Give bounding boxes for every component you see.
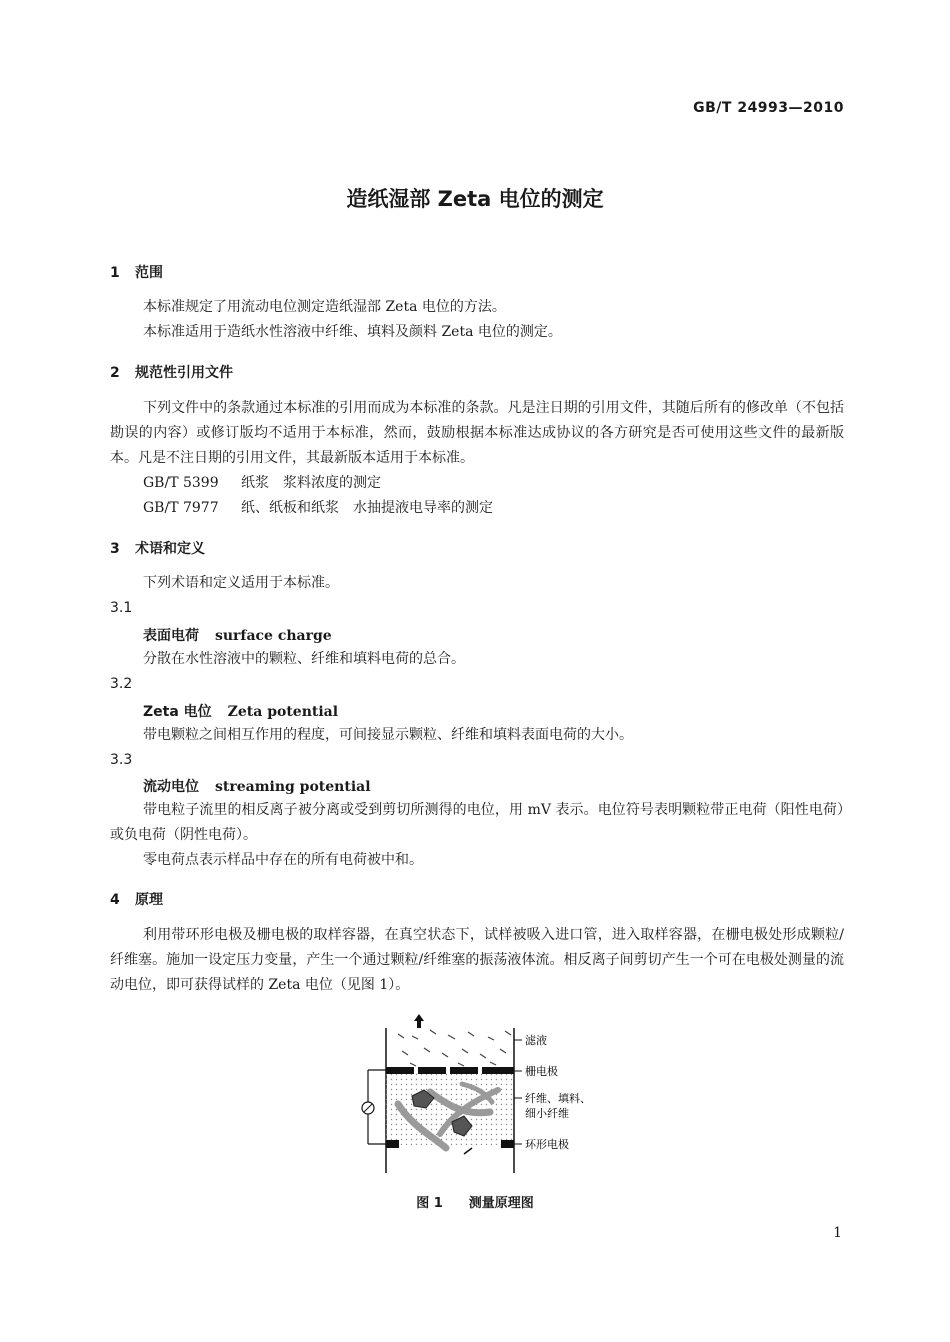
- term-2-number: 3.2: [110, 676, 133, 692]
- term-1-zh: 表面电荷: [143, 628, 199, 644]
- section-1-number: 1: [110, 265, 120, 281]
- section-4-paragraph: [110, 923, 844, 998]
- standard-code: GB/T 24993—2010: [693, 100, 844, 116]
- page-number: 1: [833, 1225, 842, 1241]
- section-4-heading: [110, 889, 163, 909]
- label-grid-electrode: 栅电极: [525, 1065, 558, 1078]
- term-3-definition-1: 带电粒子流里的相反离子被分离或受到剪切所测得的电位，用 mV 表示。电位符号表明颗粒带正电荷（阳性电荷）或负电荷（阴性电荷）。: [110, 802, 844, 843]
- section-4-number: 4: [110, 892, 120, 908]
- section-1-title: 范围: [135, 265, 163, 281]
- term-1-definition: 分散在水性溶液中的颗粒、纤维和填料电荷的总合。: [143, 651, 465, 667]
- section-3-number: 3: [110, 541, 120, 557]
- section-2-title: 规范性引用文件: [135, 365, 233, 381]
- term-3-title: [143, 776, 371, 796]
- label-ring-electrode: 环形电极: [525, 1138, 569, 1151]
- term-1-title: [143, 625, 332, 645]
- reference-1-code: GB/T 5399: [143, 475, 219, 491]
- term-2-en: Zeta potential: [227, 704, 339, 720]
- filtrate-particles: [398, 1030, 511, 1066]
- measurement-diagram: [340, 1008, 620, 1176]
- grid-electrode-icon: [386, 1067, 514, 1074]
- section-2-number: 2: [110, 365, 120, 381]
- section-3-heading: [110, 538, 205, 558]
- term-3-zh: 流动电位: [143, 779, 199, 795]
- term-2-definition: 带电颗粒之间相互作用的程度，可间接显示颗粒、纤维和填料表面电荷的大小。: [143, 727, 633, 743]
- reference-1: [143, 471, 381, 496]
- term-3-definition: [110, 798, 844, 873]
- reference-2-code: GB/T 7977: [143, 500, 219, 516]
- section-3-title: 术语和定义: [135, 541, 205, 557]
- term-2-zh: Zeta 电位: [143, 704, 212, 720]
- figure-caption-number: 图 1: [416, 1196, 443, 1211]
- reference-2-title: 纸、纸板和纸浆 水抽提液电导率的测定: [241, 500, 493, 516]
- section-2-intro: [110, 396, 844, 471]
- section-3-intro: 下列术语和定义适用于本标准。: [143, 575, 339, 591]
- section-2-heading: [110, 362, 233, 382]
- section-4-title: 原理: [135, 892, 163, 908]
- voltmeter-icon: [362, 1102, 374, 1114]
- section-1-para-2: 本标准适用于造纸水性溶液中纤维、填料及颜料 Zeta 电位的测定。: [143, 324, 562, 340]
- term-1-number: 3.1: [110, 600, 133, 616]
- section-1-para-1: 本标准规定了用流动电位测定造纸湿部 Zeta 电位的方法。: [143, 299, 506, 315]
- figure-caption-title: 测量原理图: [468, 1196, 534, 1211]
- flow-arrow-icon: [414, 1014, 424, 1028]
- term-3-number: 3.3: [110, 752, 133, 768]
- section-1-heading: [110, 262, 163, 282]
- section-4-text: 利用带环形电极及栅电极的取样容器，在真空状态下，试样被吸入进口管，进入取样容器，在栅电极处形成颗粒/纤维塞。施加一设定压力变量，产生一个通过颗粒/纤维塞的振荡液体流。相反离子间剪切产生一个可在电极处测量的流动电位，即可获得试样的 Zeta 电位（见图 1）。: [110, 927, 844, 993]
- reference-2: [143, 496, 493, 521]
- section-2-intro-text: 下列文件中的条款通过本标准的引用而成为本标准的条款。凡是注日期的引用文件，其随后所有的修改单（不包括勘误的内容）或修订版均不适用于本标准，然而，鼓励根据本标准达成协议的各方研究是否可使用这些文件的最新版本。凡是不注日期的引用文件，其最新版本适用于本标准。: [110, 400, 844, 466]
- electrode-marker: [464, 1148, 472, 1154]
- label-leaders: [514, 1040, 522, 1144]
- label-fiber-line-2: 细小纤维: [525, 1107, 569, 1120]
- document-title: 造纸湿部 Zeta 电位的测定: [346, 187, 604, 211]
- term-3-definition-2: 零电荷点表示样品中存在的所有电荷被中和。: [143, 852, 423, 868]
- label-fiber-line-1: 纤维、填料、: [525, 1092, 591, 1105]
- label-filtrate: 滤液: [525, 1034, 547, 1047]
- reference-1-title: 纸浆 浆料浓度的测定: [241, 475, 381, 491]
- term-1-en: surface charge: [215, 628, 332, 644]
- term-3-en: streaming potential: [215, 779, 371, 795]
- figure-caption: [0, 1192, 950, 1211]
- term-2-title: [143, 701, 338, 721]
